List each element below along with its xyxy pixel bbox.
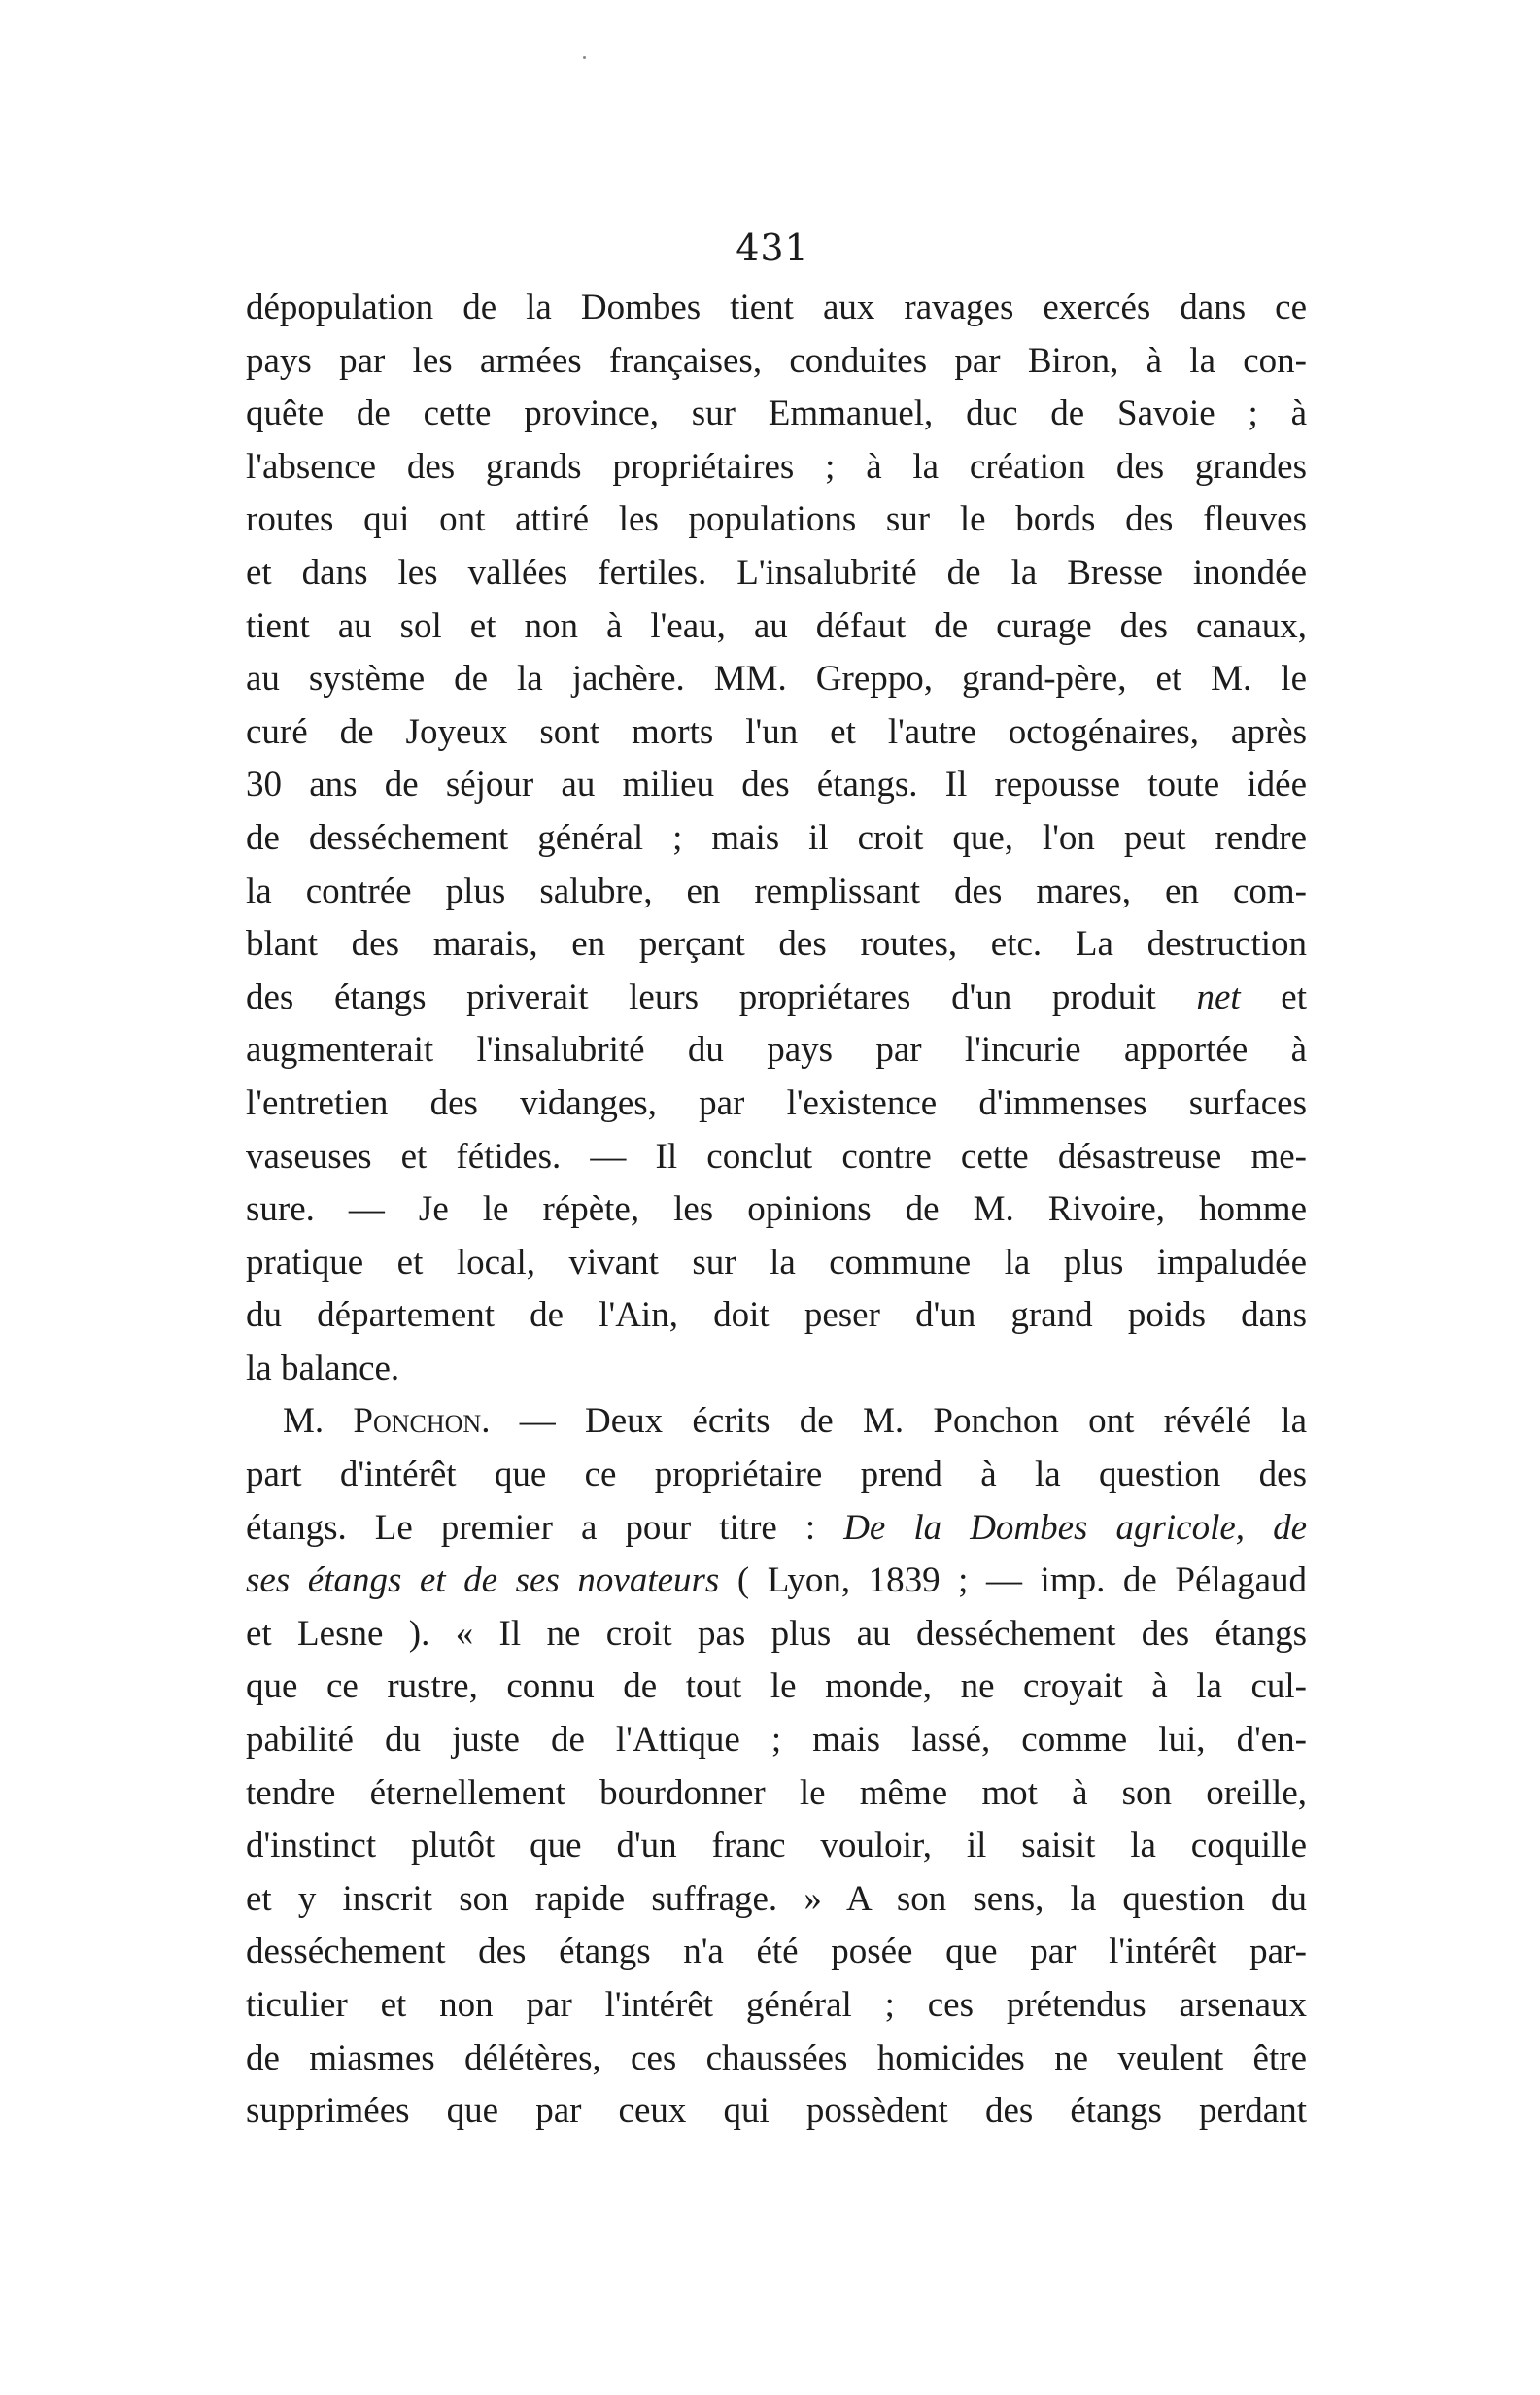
text-segment: étangs. Le premier a pour titre : (246, 1507, 816, 1548)
text-segment: ( Lyon, 1839 ; — imp. de Pélagaud (736, 1560, 1308, 1601)
text-line: d'instinct plutôt que d'un franc vouloir, il saisit la coquille (246, 1826, 1307, 1866)
text-line: du département de l'Ain, doit peser d'un grand poids dans (246, 1295, 1307, 1336)
text-line: supprimées que par ceux qui possèdent des étangs perdant (246, 2091, 1307, 2132)
text-line: et y inscrit son rapide suffrage. » A son sens, la question du (246, 1878, 1307, 1919)
book-title: De la Dombes agricole, de (843, 1507, 1307, 1548)
text-line: pays par les armées françaises, conduites par Biron, à la con- (246, 340, 1307, 381)
text-line: au système de la jachère. MM. Greppo, grand-père, et M. le (246, 659, 1307, 700)
page-number: 431 (736, 226, 809, 269)
text-line: augmenterait l'insalubrité du pays par l'incurie apportée à (246, 1030, 1307, 1071)
text-line: pabilité du juste de l'Attique ; mais lassé, comme lui, d'en- (246, 1720, 1307, 1761)
text-line: curé de Joyeux sont morts l'un et l'autre octogénaires, après (246, 711, 1307, 752)
text-line: la balance. (246, 1348, 400, 1388)
text-line: sure. — Je le répète, les opinions de M. Rivoire, homme (246, 1189, 1307, 1230)
text-line: part d'intérêt que ce propriétaire prend à la question des (246, 1454, 1307, 1495)
text-line (246, 972, 1307, 1025)
text-segment: et (1281, 976, 1307, 1017)
text-line: dépopulation de la Dombes tient aux ravages exercés dans ce (246, 288, 1307, 327)
text-line: ticulier et non par l'intérêt général ; ces prétendus arsenaux (246, 1985, 1307, 2025)
text-line: vaseuses et fétides. — Il conclut contre cette désastreuse me- (246, 1136, 1307, 1177)
book-title: ses étangs et de ses novateurs (246, 1560, 720, 1601)
text-line (246, 1502, 1307, 1556)
text-line: tient au sol et non à l'eau, au défaut de curage des canaux, (246, 605, 1307, 646)
text-line: 30 ans de séjour au milieu des étangs. Il repousse toute idée (246, 765, 1307, 805)
text-line: de miasmes délétères, ces chaussées homicides ne veulent être (246, 2037, 1307, 2078)
text-line: et dans les vallées fertiles. L'insalubrité de la Bresse inondée (246, 552, 1307, 593)
text-line: la contrée plus salubre, en remplissant des mares, en com- (246, 871, 1307, 911)
text-line: tendre éternellement bourdonner le même mot à son oreille, (246, 1772, 1307, 1813)
text-line: quête de cette province, sur Emmanuel, duc de Savoie ; à (246, 393, 1307, 434)
text-line: l'absence des grands propriétaires ; à la création des grandes (246, 446, 1307, 487)
print-speck (583, 56, 586, 59)
text-line: desséchement des étangs n'a été posée que par l'intérêt par- (246, 1932, 1307, 1972)
speaker-name: M. Ponchon. (283, 1401, 491, 1442)
text-line: blant des marais, en perçant des routes, etc. La destruction (246, 924, 1307, 965)
text-segment: des étangs priverait leurs propriétares d'un produit (246, 976, 1156, 1017)
body-text (246, 282, 1307, 2138)
text-line (246, 1395, 1307, 1449)
text-segment: — Deux écrits de M. Ponchon ont révélé la (519, 1401, 1307, 1442)
text-line: que ce rustre, connu de tout le monde, ne croyait à la cul- (246, 1666, 1307, 1707)
text-line (246, 1555, 1307, 1608)
text-line: et Lesne ). « Il ne croit pas plus au desséchement des étangs (246, 1613, 1307, 1654)
text-line: de desséchement général ; mais il croit que, l'on peut rendre (246, 817, 1307, 858)
text-line: pratique et local, vivant sur la commune la plus impaludée (246, 1242, 1307, 1283)
text-line: routes qui ont attiré les populations sur le bords des fleuves (246, 499, 1307, 540)
italic-word: net (1196, 976, 1241, 1017)
text-line: l'entretien des vidanges, par l'existence d'immenses surfaces (246, 1082, 1307, 1123)
